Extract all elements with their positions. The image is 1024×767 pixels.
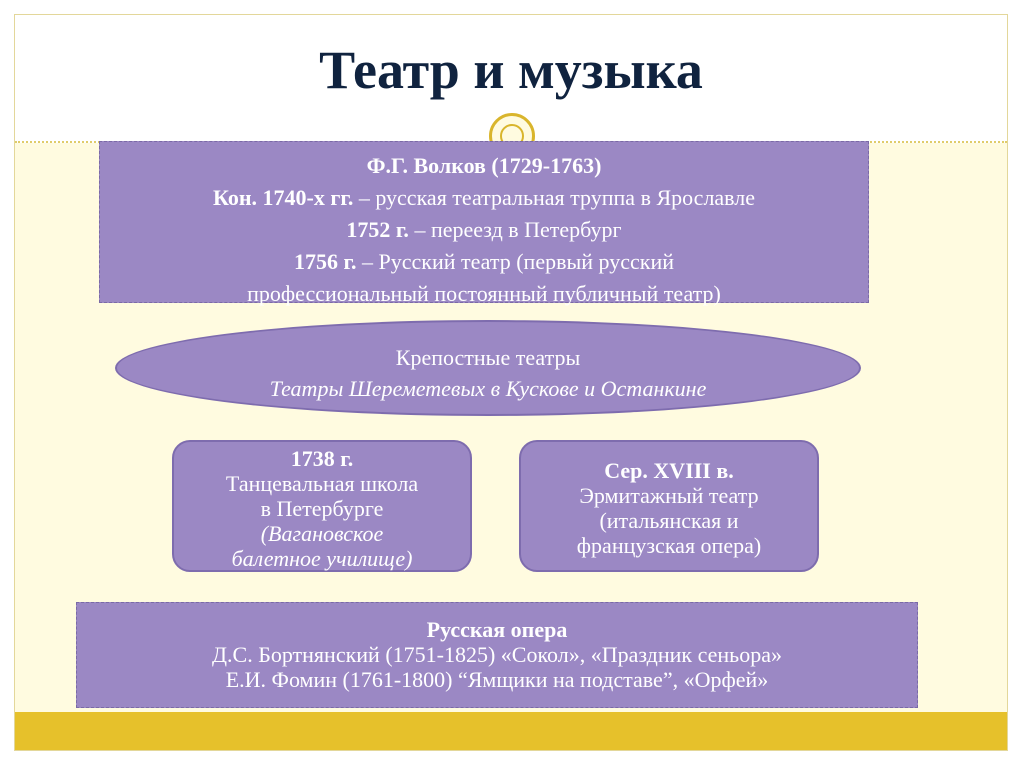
hermitage-line-3: французская опера): [576, 533, 762, 558]
serf-theatres-text: Театры Шереметевых в Кускове и Останкине: [269, 376, 707, 401]
ballet-line-2: в Петербурге: [260, 496, 384, 521]
slide: [14, 14, 1008, 751]
bottom-accent-bar: [15, 712, 1007, 750]
opera-line-2: Е.И. Фомин (1761-1800) “Ямщики на подставе”, «Орфей»: [225, 667, 769, 692]
hermitage-theatre-box: [519, 440, 819, 572]
volkov-text-3: – Русский театр (первый русский: [356, 249, 675, 274]
ballet-line-1: Танцевальная школа: [225, 471, 419, 496]
ballet-line-3: (Вагановское: [260, 521, 384, 546]
ballet-line-4: балетное училище): [231, 546, 413, 571]
hermitage-date: Сер. XVIII в.: [604, 458, 734, 483]
volkov-line-3: [100, 246, 868, 278]
opera-heading: Русская опера: [426, 617, 568, 642]
serf-theatres-ellipse: [115, 320, 861, 416]
page-title: Театр и музыка: [319, 40, 703, 100]
volkov-heading: Ф.Г. Волков (1729-1763): [366, 153, 602, 178]
volkov-date-1: Кон. 1740-х гг.: [212, 185, 354, 210]
volkov-text-2: – переезд в Петербург: [408, 217, 622, 242]
volkov-line-1: [100, 182, 868, 214]
volkov-line-4: профессиональный постоянный публичный театр): [247, 281, 721, 306]
serf-theatres-heading: Крепостные театры: [395, 345, 581, 370]
ballet-date: 1738 г.: [290, 446, 354, 471]
russian-opera-box: [76, 602, 918, 708]
volkov-date-2: 1752 г.: [346, 217, 409, 242]
opera-line-1: Д.С. Бортнянский (1751-1825) «Сокол», «Праздник сеньора»: [212, 642, 782, 667]
volkov-date-3: 1756 г.: [293, 249, 357, 274]
ballet-school-box: [172, 440, 472, 572]
hermitage-line-2: (итальянская и: [599, 508, 739, 533]
volkov-text-1: – русская театральная труппа в Ярославле: [353, 185, 756, 210]
hermitage-line-1: Эрмитажный театр: [579, 483, 759, 508]
volkov-line-2: [100, 214, 868, 246]
volkov-box: [99, 141, 869, 306]
